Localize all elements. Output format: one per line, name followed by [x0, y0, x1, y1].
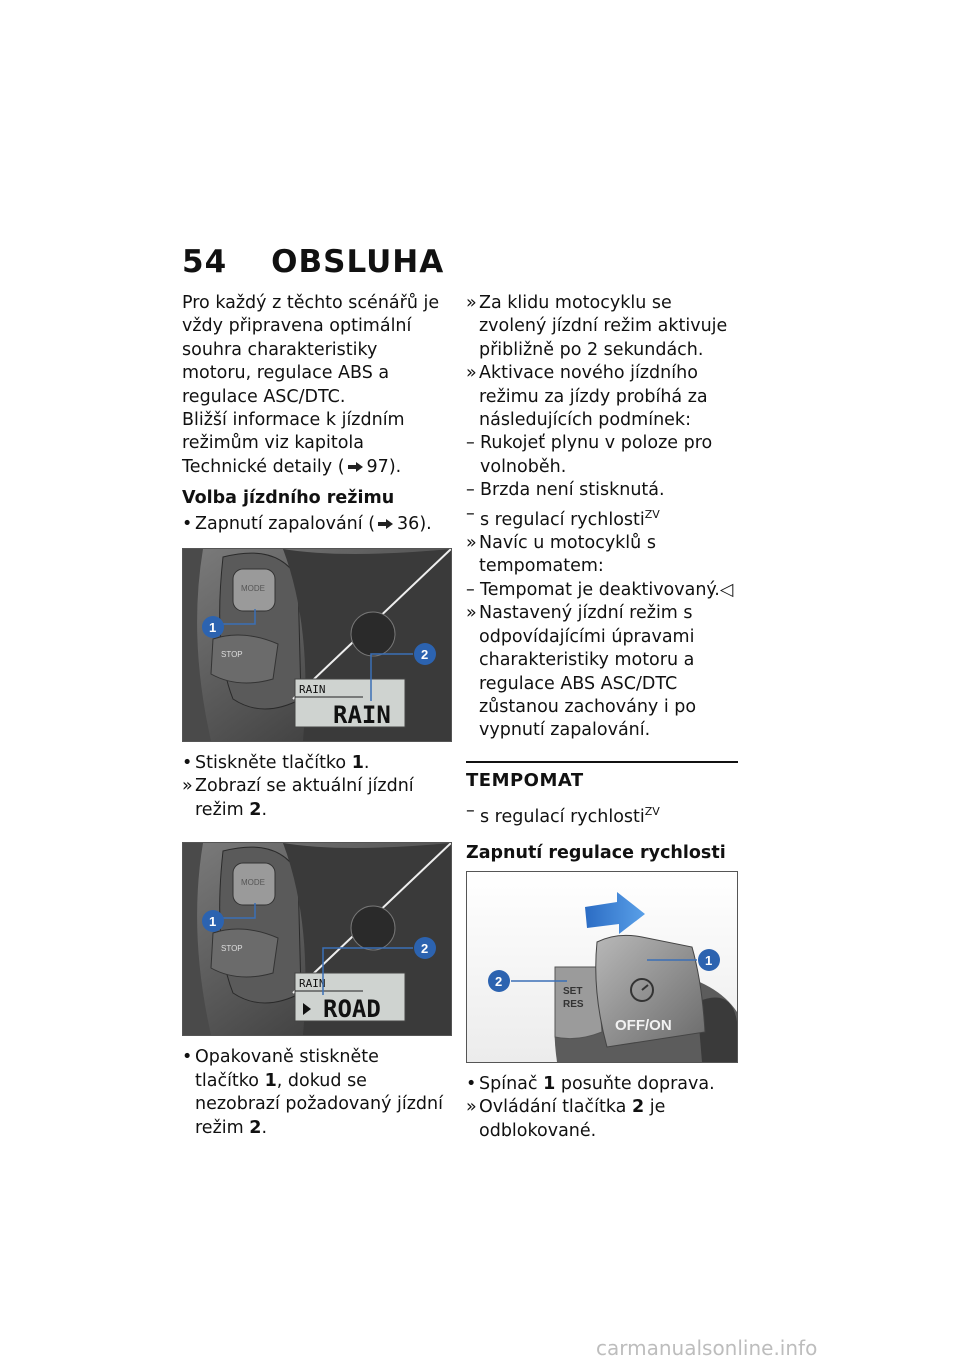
result-marker-icon: »: [466, 533, 477, 554]
intro-paragraph-2: Bližší informace k jízdním režimům viz kapitola Technické detaily ( 97).: [182, 410, 405, 477]
list-item-ignition: • Zapnutí zapalování ( 36).: [182, 513, 447, 536]
svg-text:1: 1: [209, 620, 217, 636]
svg-text:MODE: MODE: [241, 878, 265, 888]
list-item-repeat-press: • Opakovaně stiskněte tlačítko 1, dokud se nezobrazí požadovaný jízdní režim 2.: [182, 1047, 443, 1138]
result-item-button-unlocked: » Ovládání tlačítka 2 je odblokované.: [466, 1097, 666, 1141]
page-reference-arrow-icon: [378, 519, 394, 529]
result-item-tempomat: » Navíc u motocyklů s tempomatem:: [466, 533, 656, 577]
page-reference-arrow-icon: [348, 462, 364, 472]
condition-tempomat-off: – Tempomat je deaktivovaný.◁: [466, 579, 738, 602]
svg-text:STOP: STOP: [221, 944, 243, 954]
intro-paragraph-1: Pro každý z těchto scénářů je vždy připravena optimální souhra charakteristiky motoru, regulace ABS a regulace ASC/DTC.: [182, 293, 440, 407]
dash-marker: –: [466, 433, 475, 454]
svg-text:RES: RES: [563, 998, 584, 1010]
dash-marker: –: [466, 801, 475, 822]
left-column: [182, 292, 447, 1140]
result-item-standstill: » Za klidu motocyklu se zvolený jízdní režim aktivuje přibližně po 2 sekundách.: [466, 293, 728, 360]
option-superscript: ZV: [644, 507, 660, 521]
result-marker-icon: »: [466, 1097, 477, 1118]
figure-mode-button-rain: [182, 548, 452, 742]
figure-mode-button-road: [182, 842, 452, 1036]
svg-text:2: 2: [421, 647, 429, 663]
svg-text:OFF/ON: OFF/ON: [615, 1016, 672, 1034]
dash-marker: –: [466, 503, 475, 524]
result-marker-icon: »: [466, 363, 477, 384]
dash-marker: –: [466, 480, 475, 501]
page-reference-97[interactable]: 97: [366, 456, 389, 477]
condition-cruise-option: – s regulací rychlosti$^{ZV}$: [466, 503, 660, 530]
heading-mode-selection: Volba jízdního režimu: [182, 488, 395, 509]
page-reference-36[interactable]: 36: [397, 513, 420, 534]
result-item-mode-shown: » Zobrazí se aktuální jízdní režim 2.: [182, 776, 414, 820]
result-marker-icon: »: [182, 776, 193, 797]
svg-text:RAIN: RAIN: [299, 683, 326, 697]
list-item-press-button: • Stiskněte tlačítko 1.: [182, 752, 447, 775]
result-item-while-riding: » Aktivace nového jízdního režimu za jízdy probíhá za následujících podmínek:: [466, 363, 708, 431]
page-number: 54: [182, 244, 228, 280]
condition-cruise-option-2: – s regulací rychlosti$^{ZV}$: [466, 801, 660, 828]
result-marker-icon: »: [466, 603, 477, 624]
bullet-icon: •: [182, 513, 193, 534]
condition-throttle: – Rukojeť plynu v poloze pro volnoběh.: [466, 433, 713, 477]
list-item-switch-right: • Spínač 1 posuňte doprava.: [466, 1073, 738, 1096]
page-header: [182, 244, 444, 280]
svg-text:1: 1: [705, 952, 713, 968]
bullet-icon: •: [466, 1073, 477, 1094]
section-title-tempomat: TEMPOMAT: [466, 769, 584, 791]
result-marker-icon: »: [466, 293, 477, 313]
svg-text:2: 2: [421, 941, 429, 957]
right-column: [466, 292, 738, 1143]
figure-cruise-switch: [466, 871, 738, 1063]
page-title: OBSLUHA: [271, 244, 445, 280]
svg-text:RAIN: RAIN: [333, 701, 391, 730]
watermark: carmanualsonline.info: [596, 1336, 818, 1360]
svg-text:ROAD: ROAD: [323, 995, 381, 1024]
heading-cruise-on: Zapnutí regulace rychlosti: [466, 842, 726, 863]
svg-text:2: 2: [495, 973, 503, 989]
result-item-mode-retained: » Nastavený jízdní režim s odpovídajícími úpravami charakteristiky motoru a regulace ABS ASC/DTC zůstanou zachovány i po vypnutí zapalování.: [466, 603, 697, 741]
svg-text:STOP: STOP: [221, 650, 243, 660]
svg-text:SET: SET: [563, 985, 583, 997]
option-superscript: ZV: [644, 805, 660, 819]
svg-text:1: 1: [209, 914, 217, 930]
end-of-section-icon: ◁: [719, 579, 734, 600]
dash-marker: –: [466, 579, 475, 600]
section-divider: [466, 761, 738, 763]
svg-text:MODE: MODE: [241, 584, 265, 594]
bullet-icon: •: [182, 753, 193, 774]
bullet-icon: •: [182, 1047, 193, 1068]
svg-text:RAIN: RAIN: [299, 977, 326, 991]
condition-brake: – Brzda není stisknutá.: [466, 479, 738, 502]
